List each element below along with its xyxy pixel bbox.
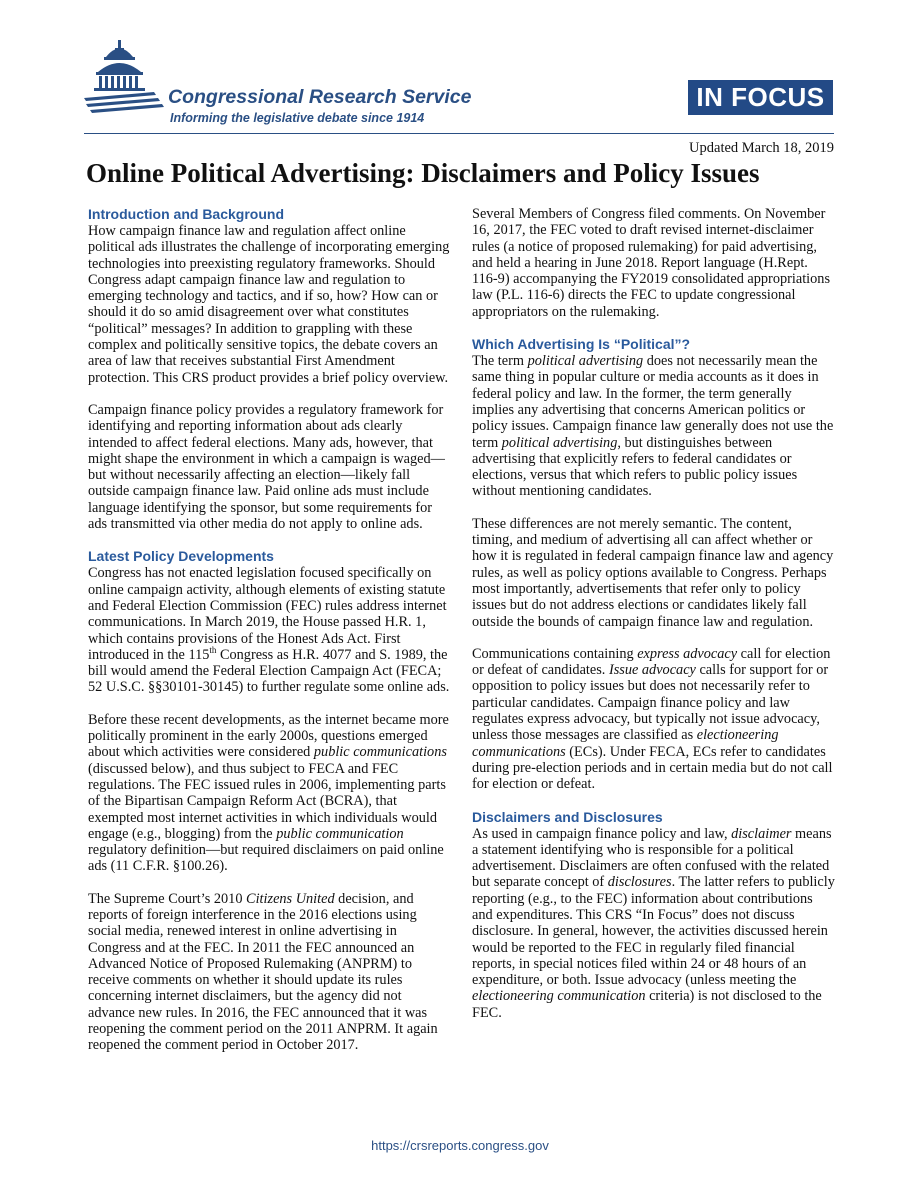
section-heading-political: Which Advertising Is “Political”?: [472, 336, 691, 353]
org-name: Congressional Research Service: [168, 86, 472, 108]
paragraph-developments-1: Congress has not enacted legislation focused specifically on online campaign activity, although elements of existing statute and Federal Election Commission (FEC) rules address internet communications. In March 2019, the House passed H.R. 1, which contains provisions of the Honest Ads Act. First introduced in the 115th Congress as H.R. 4077 and S. 1989, the bill would amend the Federal Election Campaign Act (FECA; 52 U.S.C. §§30101-30145) to further regulate some online ads.: [88, 565, 450, 696]
paragraph-intro-2: Campaign finance policy provides a regulatory framework for identifying and reporting information about ads clearly intended to affect federal elections. Many ads, however, that might shape the environment in which a campaign is waged—but without necessarily affecting an election—likely fall outside campaign finance law. Paid online ads must include language identifying the sponsor, but some requirements for ads transmitted via other media do not apply to online ads.: [88, 401, 445, 533]
paragraph-disclaimers: As used in campaign finance policy and law, disclaimer means a statement identifying who is responsible for a political advertisement. Disclaimers are often confused with the related but separate concept of disclosures. The latter refers to publicly reporting (e.g., to the FEC) information about contributions and expenditures. This CRS “In Focus” does not discuss disclosure. In general, however, the activities discussed herein would be reported to the FEC in regularly filed financial reports, in special notices filed within 24 or 48 hours of an expenditure, or both. Issue advocacy (unless meeting the electioneering communication criteria) is not disclosed to the FEC.: [472, 825, 835, 1021]
updated-date: Updated March 18, 2019: [689, 140, 834, 156]
paragraph-political-3: Communications containing express advocacy call for election or defeat of candidates. Issue advocacy calls for support for or opposition to policy issues but does not necessarily refer to particular candidates. Campaign finance policy and law regulates express advocacy, but typically not issue advocacy, unless those messages are classified as electioneering communications (ECs). Under FECA, ECs refer to candidates during pre-election periods and in certain media but do not call for election or defeat.: [472, 645, 833, 793]
paragraph-comments: Several Members of Congress filed comments. On November 16, 2017, the FEC voted to draft revised internet-disclaimer rules (a notice of proposed rulemaking) for paid advertising, and held a hearing in June 2018. Report language (H.Rept. 116-9) accompanying the FY2019 consolidated appropriations law (P.L. 116-6) directs the FEC to update congressional appropriators on the rulemaking.: [472, 206, 831, 320]
in-focus-badge: IN FOCUS: [688, 80, 833, 115]
header-divider: [84, 133, 834, 134]
paragraph-developments-2: Before these recent developments, as the internet became more politically prominent in the early 2000s, questions emerged about which activities were considered public communications (discussed below), and thus subject to FECA and FEC regulations. The FEC issued rules in 2006, implementing parts of the Bipartisan Campaign Reform Act (BCRA), that exempted most internet activities in which individuals would engage (e.g., blogging) from the public communication regulatory definition—but required disclaimers on paid online ads (11 C.F.R. §100.26).: [88, 711, 449, 875]
paragraph-intro-1: How campaign finance law and regulation affect online political ads illustrates the challenge of incorporating emerging technologies into preexisting regulatory frameworks. Should Congress adapt campaign finance law and regulation to emerging technology and tactics, and if so, how? How can or should it do so amid disagreement over what constitutes “political” messages? In addition to grappling with these complex and politically sensitive topics, the debate covers an area of law that receives substantial First Amendment protection. This CRS product provides a brief policy overview.: [88, 223, 450, 386]
section-heading-introduction: Introduction and Background: [88, 206, 284, 222]
paragraph-developments-3: The Supreme Court’s 2010 Citizens United decision, and reports of foreign interference in the 2016 elections using social media, renewed interest in online advertising in Congress and at the FEC. In 2011 the FEC announced an Advanced Notice of Proposed Rulemaking (ANPRM) to receive comments on whether it should update its rules concerning internet disclaimers, but the agency did not advance new rules. In 2016, the FEC announced that it was reopening the comment period on the 2011 ANPRM. It again reopened the comment period in October 2017.: [88, 890, 438, 1054]
section-heading-disclaimers: Disclaimers and Disclosures: [472, 808, 663, 825]
page-title: Online Political Advertising: Disclaimers and Policy Issues: [86, 158, 760, 188]
crs-logo: [84, 40, 504, 130]
right-column: [472, 206, 836, 1037]
paragraph-political-1: The term political advertising does not necessarily mean the same thing in popular culture or media accounts as it does in federal policy and law. In the former, the term generally implies any advertising that concerns American politics or policy issues. Campaign finance law generally does not use the term political advertising, but distinguishes between advertising that explicitly refers to federal candidates or elections, versus that which refers to public policy issues without mentioning candidates.: [472, 353, 834, 500]
section-heading-latest-developments: Latest Policy Developments: [88, 548, 274, 565]
footer-url-link[interactable]: https://crsreports.congress.gov: [371, 1138, 549, 1153]
org-tagline: Informing the legislative debate since 1914: [170, 111, 425, 125]
paragraph-political-2: These differences are not merely semantic. The content, timing, and medium of advertising all can affect whether or how it is regulated in federal campaign finance law and agency rules, as well as policy options available to Congress. Perhaps most importantly, advertisements that refer only to policy issues but do not address elections or candidates likely fall outside the bounds of campaign finance law and regulation.: [472, 515, 834, 630]
capitol-dome-icon: [84, 40, 166, 130]
left-column: [88, 206, 450, 1070]
